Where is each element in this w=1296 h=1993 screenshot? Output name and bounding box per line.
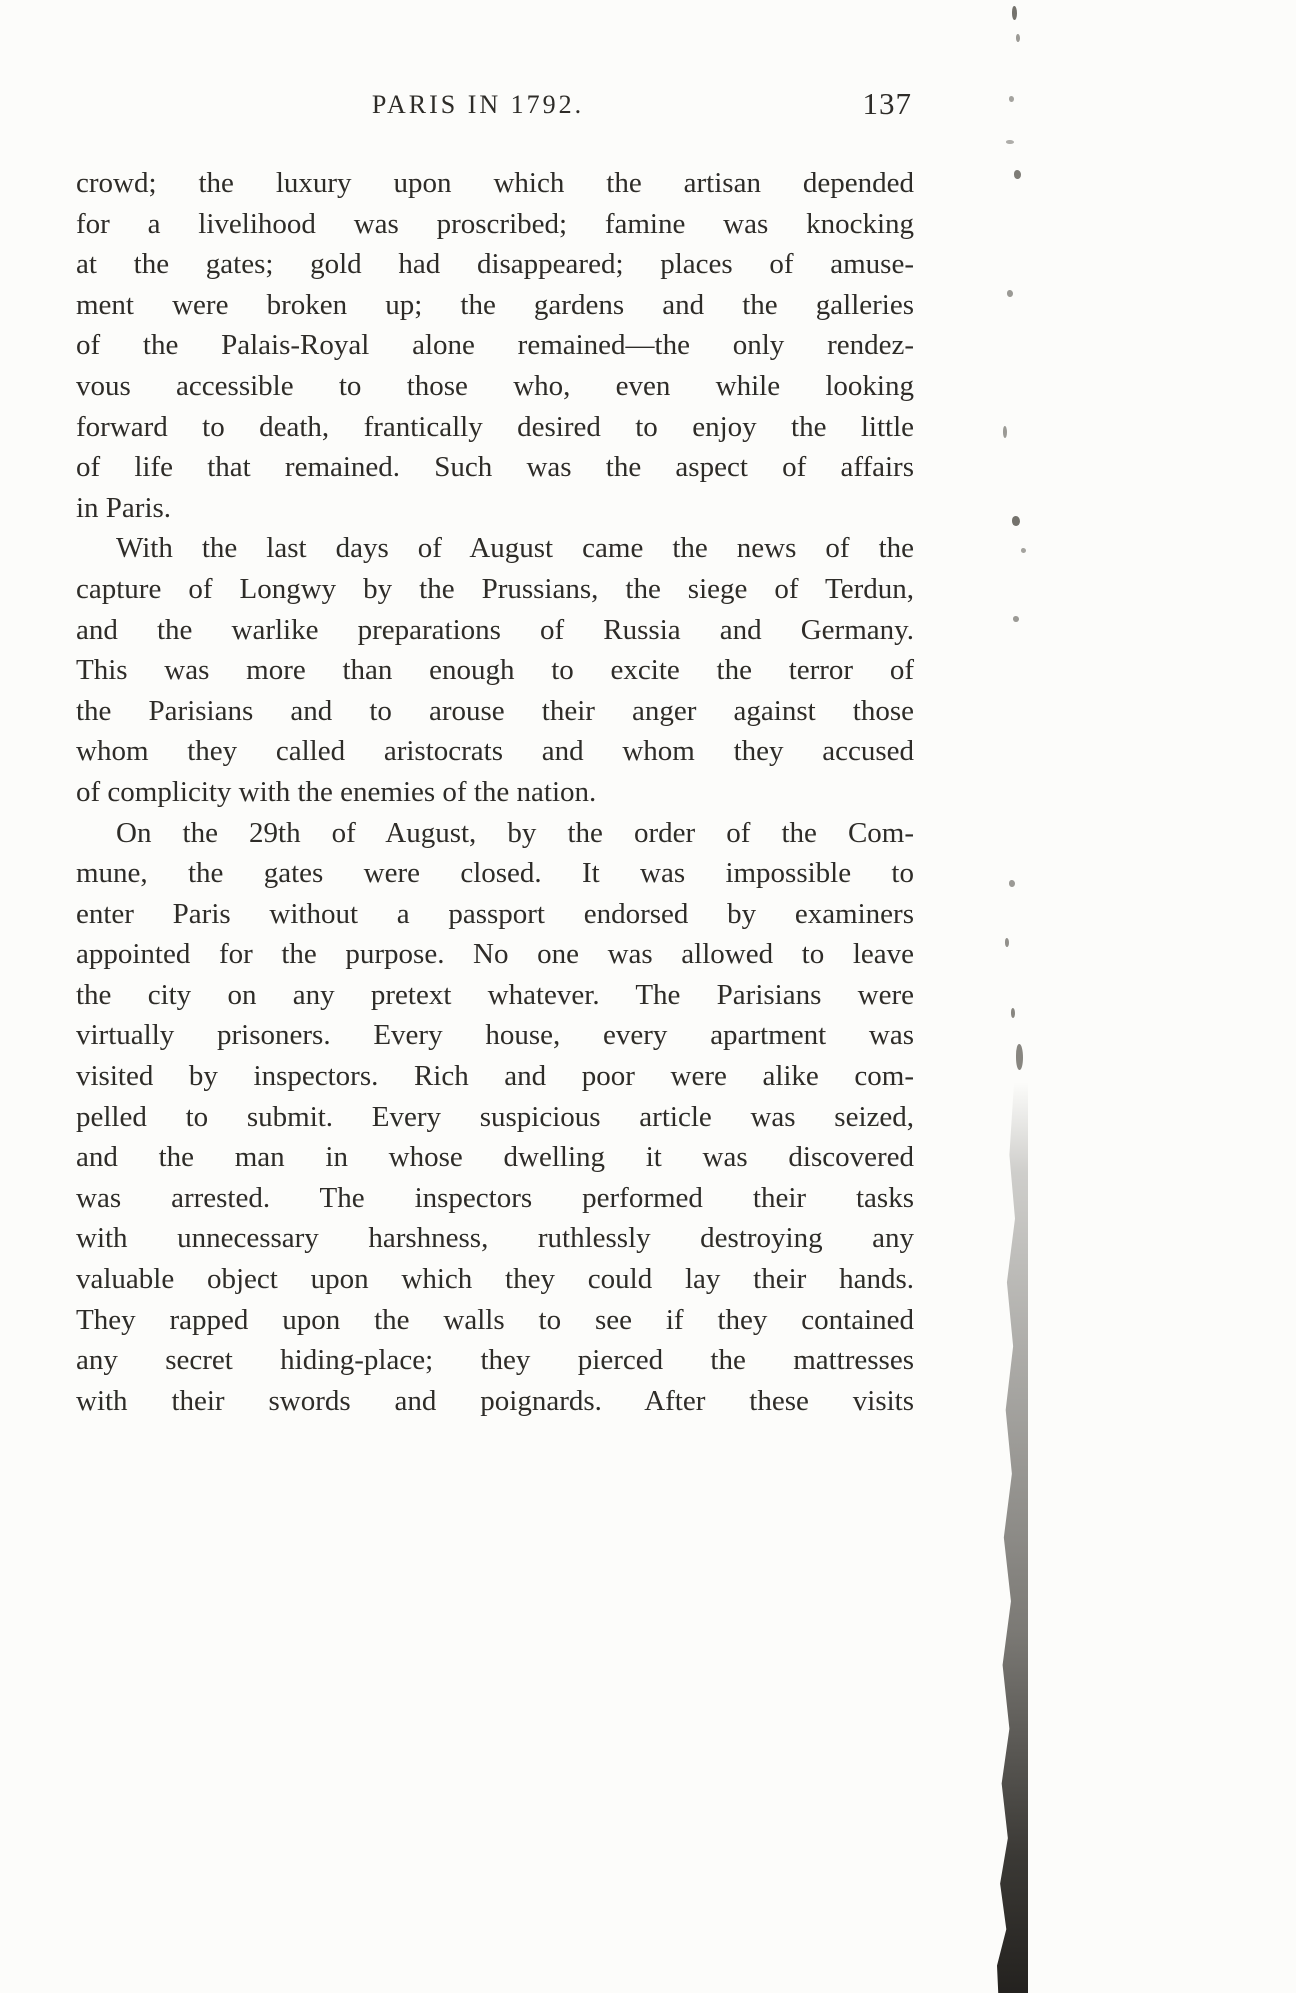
scan-speck: [1009, 880, 1015, 887]
scan-speck: [1016, 34, 1020, 42]
text-line: vous accessible to those who, even while looking: [76, 369, 914, 402]
text-line: This was more than enough to excite the terror of: [76, 654, 914, 687]
text-line: the Parisians and to arouse their anger against those: [76, 694, 914, 727]
text-line: On the 29th of August, by the order of the Com-: [116, 816, 914, 849]
page-body: [76, 163, 914, 1421]
scan-speck: [1005, 938, 1009, 947]
text-line: visited by inspectors. Rich and poor were alike com-: [76, 1060, 914, 1093]
scan-speck: [1014, 170, 1021, 179]
text-line: appointed for the purpose. No one was allowed to leave: [76, 938, 914, 971]
page-number: 137: [862, 86, 912, 121]
scan-speck: [1009, 96, 1014, 102]
scan-speck: [1012, 516, 1020, 526]
scan-speck: [1013, 616, 1019, 622]
page-edge-shadow: [997, 1082, 1028, 1993]
text-line: in Paris.: [76, 491, 172, 524]
page-header: [76, 88, 914, 130]
text-line: They rapped upon the walls to see if they contained: [76, 1303, 914, 1336]
text-line: at the gates; gold had disappeared; places of amuse-: [76, 248, 914, 281]
text-line: ment were broken up; the gardens and the galleries: [76, 288, 914, 321]
text-line: With the last days of August came the news of the: [116, 532, 914, 565]
scan-speck: [1012, 6, 1017, 20]
running-title: PARIS IN 1792.: [371, 90, 585, 119]
scan-speck: [1007, 290, 1013, 297]
text-line: with their swords and poignards. After these visits: [76, 1384, 914, 1417]
scan-speck: [1006, 140, 1014, 144]
text-line: with unnecessary harshness, ruthlessly destroying any: [76, 1222, 914, 1255]
text-line: valuable object upon which they could lay their hands.: [76, 1263, 914, 1296]
text-line: and the warlike preparations of Russia and Germany.: [76, 613, 914, 646]
text-line: was arrested. The inspectors performed their tasks: [76, 1181, 914, 1214]
text-line: capture of Longwy by the Prussians, the siege of Terdun,: [76, 572, 914, 605]
text-line: and the man in whose dwelling it was discovered: [76, 1141, 914, 1174]
text-line: any secret hiding-place; they pierced the mattresses: [76, 1344, 914, 1377]
text-line: of life that remained. Such was the aspect of affairs: [76, 451, 914, 484]
text-line: pelled to submit. Every suspicious article was seized,: [76, 1100, 914, 1133]
text-line: enter Paris without a passport endorsed by examiners: [76, 897, 914, 930]
text-line: for a livelihood was proscribed; famine was knocking: [76, 207, 914, 240]
text-line: the city on any pretext whatever. The Parisians were: [76, 978, 914, 1011]
text-line: virtually prisoners. Every house, every apartment was: [76, 1019, 914, 1052]
text-line: of the Palais-Royal alone remained—the only rendez-: [76, 329, 914, 362]
text-line: mune, the gates were closed. It was impossible to: [76, 857, 914, 890]
text-line: of complicity with the enemies of the nation.: [76, 775, 597, 808]
scan-speck: [1021, 548, 1026, 553]
scan-speck: [1011, 1008, 1015, 1018]
text-line: forward to death, frantically desired to enjoy the little: [76, 410, 914, 443]
scan-speck: [1003, 426, 1007, 438]
text-line: whom they called aristocrats and whom they accused: [76, 735, 914, 768]
text-line: crowd; the luxury upon which the artisan depended: [76, 167, 914, 199]
scan-speck: [1016, 1044, 1023, 1070]
